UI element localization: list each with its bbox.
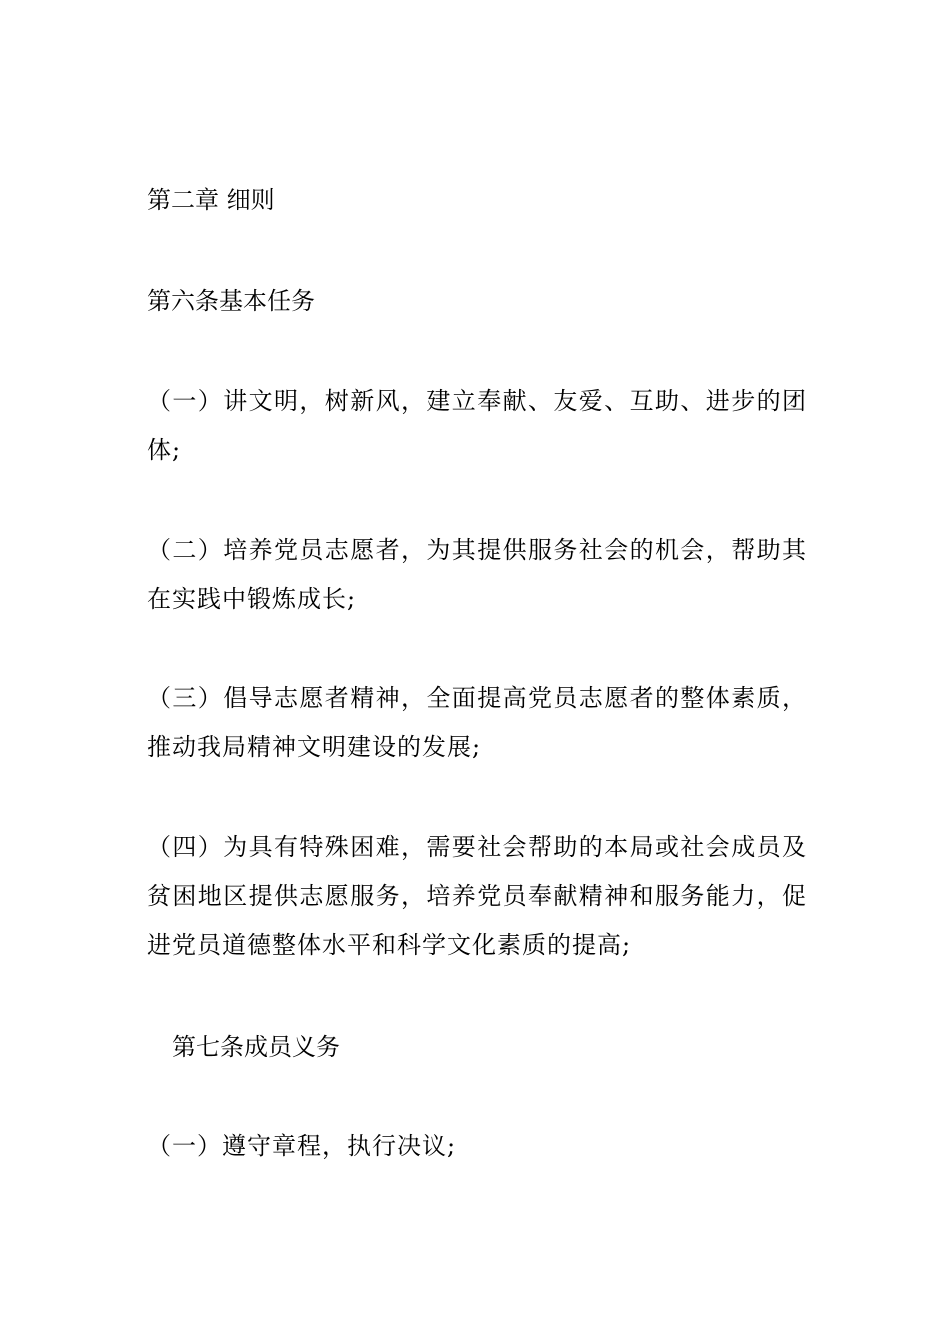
article-6-item-1: （一）讲文明，树新风，建立奉献、友爱、互助、进步的团体; bbox=[147, 387, 807, 464]
article-6-item-4: （四）为具有特殊困难，需要社会帮助的本局或社会成员及贫困地区提供志愿服务，培养党员奉献精神和服务能力，促进党员道德整体水平和科学文化素质的提高; bbox=[147, 833, 807, 959]
article-6-title: 第六条基本任务 bbox=[147, 287, 315, 315]
article-7-item-1: （一）遵守章程，执行决议; bbox=[147, 1132, 457, 1160]
chapter-title: 第二章 细则 bbox=[147, 186, 275, 214]
article-6-item-3: （三）倡导志愿者精神，全面提高党员志愿者的整体素质，推动我局精神文明建设的发展; bbox=[147, 684, 807, 761]
article-7-title: 第七条成员义务 bbox=[172, 1033, 340, 1061]
article-6-item-2: （二）培养党员志愿者，为其提供服务社会的机会，帮助其在实践中锻炼成长; bbox=[147, 536, 807, 613]
